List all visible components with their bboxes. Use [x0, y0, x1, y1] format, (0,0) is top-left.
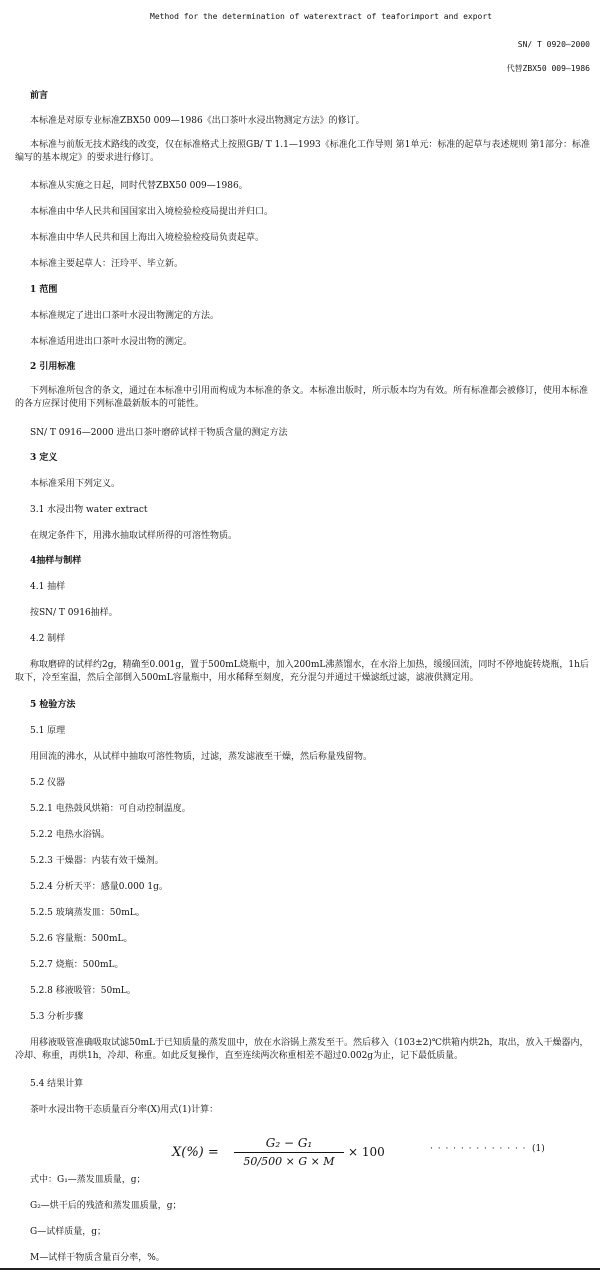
instrument-item: 5.2.5 玻璃蒸发皿：50mL。	[30, 908, 145, 918]
formula-numerator: G₂ − G₁	[234, 1136, 344, 1153]
section-heading: 1 范围	[30, 285, 58, 295]
equation-number: (1)	[532, 1144, 545, 1154]
formula-fraction	[234, 1136, 344, 1168]
formula-lhs: X(%) =	[172, 1145, 219, 1160]
section-paragraph: 本标准规定了进出口茶叶水浸出物测定的方法。	[30, 311, 220, 321]
foreword-paragraph: 本标准从实施之日起，同时代替ZBX50 009—1986。	[30, 181, 248, 191]
formula-multiplier: × 100	[348, 1145, 385, 1159]
section-paragraph: 用回流的沸水，从试样中抽取可溶性物质，过滤，蒸发滤液至干燥，然后称量残留物。	[30, 752, 373, 762]
variable-definition: 式中：G₁—蒸发皿质量，g；	[30, 1175, 146, 1185]
english-title: Method for the determination of waterextract of teaforimport and export	[150, 12, 492, 21]
term-definition: 在规定条件下，用沸水抽取试样所得的可溶性物质。	[30, 531, 238, 541]
instrument-item: 5.2.6 容量瓶：500mL。	[30, 934, 133, 944]
section-paragraph: 本标准采用下列定义。	[30, 479, 121, 489]
subsection-heading: 4.2 制样	[30, 634, 66, 644]
section-paragraph: 用移液吸管准确吸取试滤50mL于已知质量的蒸发皿中，放在水浴锅上蒸发至干。然后移入（103±2)℃烘箱内烘2h，取出，放入干燥器内，冷却、称重，再烘1h，冷却、称重。如此反复操作，直至连续两次称重相差不超过0.002g为止，记下最低质量。	[15, 1038, 589, 1061]
formula-leader-dots: · · · · · · · · · · · · ·	[430, 1144, 527, 1154]
foreword-heading: 前言	[30, 91, 49, 101]
foreword-paragraph: 本标准与前版无技术路线的改变，仅在标准格式上按照GB/ T 1.1—1993《标准化工作导则 第1单元：标准的起草与表述规则 第1部分：标准编写的基本规定》的要求进行修订。	[15, 140, 590, 163]
section-heading: 2 引用标准	[30, 362, 76, 372]
term-heading: 3.1 水浸出物 water extract	[30, 505, 148, 515]
section-heading: 3 定义	[30, 453, 58, 463]
section-paragraph: 称取磨碎的试样约2g，精确至0.001g，置于500mL烧瓶中，加入200mL沸蒸馏水，在水浴上加热，缓缓回流，同时不停地旋转烧瓶，1h后取下，冷至室温，然后全部倒入500mL容量瓶中，用水稀释至刻度，充分混匀并通过干燥滤纸过滤，滤液供测定用。	[15, 660, 589, 683]
normative-reference: SN/ T 0916—2000 进出口茶叶磨碎试样干物质含量的测定方法	[30, 428, 288, 438]
section-heading: 5 检验方法	[30, 700, 76, 710]
subsection-heading: 5.1 原理	[30, 726, 66, 736]
instrument-item: 5.2.8 移液吸管：50mL。	[30, 986, 136, 996]
section-paragraph: 下列标准所包含的条文，通过在本标准中引用而构成为本标准的条文。本标准出版时，所示版本均为有效。所有标准都会被修订，使用本标准的各方应探讨使用下列标准最新版本的可能性。	[15, 386, 589, 409]
instrument-item: 5.2.3 干燥器：内装有效干燥剂。	[30, 856, 164, 866]
instrument-item: 5.2.4 分析天平：感量0.000 1g。	[30, 882, 168, 892]
foreword-paragraph: 本标准由中华人民共和国上海出入境检验检疫局负责起草。	[30, 233, 265, 243]
page-bottom-rule	[0, 1268, 600, 1270]
instrument-item: 5.2.7 烧瓶：500mL。	[30, 960, 124, 970]
variable-definition: G₂—烘干后的残渣和蒸发皿质量，g；	[30, 1201, 182, 1211]
subsection-heading: 5.2 仪器	[30, 778, 66, 788]
foreword-paragraph: 本标准是对原专业标准ZBX50 009—1986《出口茶叶水浸出物测定方法》的修订。	[30, 116, 365, 126]
variable-definition: M—试样干物质含量百分率，%。	[30, 1253, 165, 1263]
instrument-item: 5.2.1 电热鼓风烘箱：可自动控制温度。	[30, 804, 191, 814]
foreword-paragraph: 本标准由中华人民共和国国家出入境检验检疫局提出并归口。	[30, 207, 274, 217]
variable-definition: G—试样质量，g；	[30, 1227, 106, 1237]
section-paragraph: 本标准适用进出口茶叶水浸出物的测定。	[30, 337, 193, 347]
subsection-heading: 4.1 抽样	[30, 582, 66, 592]
replaces-standard: 代替ZBX50 009—1986	[506, 64, 590, 73]
section-heading: 4抽样与制样	[30, 556, 82, 566]
subsection-heading: 5.4 结果计算	[30, 1079, 84, 1089]
foreword-paragraph: 本标准主要起草人：汪玲平、毕立新。	[30, 259, 184, 269]
standard-number: SN/ T 0920—2000	[517, 40, 590, 49]
subsection-heading: 5.3 分析步骤	[30, 1012, 84, 1022]
formula-denominator: 50/500 × G × M	[243, 1155, 335, 1168]
instrument-item: 5.2.2 电热水浴锅。	[30, 830, 110, 840]
formula-1	[168, 1132, 548, 1182]
section-paragraph: 按SN/ T 0916抽样。	[30, 608, 118, 618]
section-paragraph: 茶叶水浸出物干态质量百分率(X)用式(1)计算：	[30, 1105, 219, 1115]
